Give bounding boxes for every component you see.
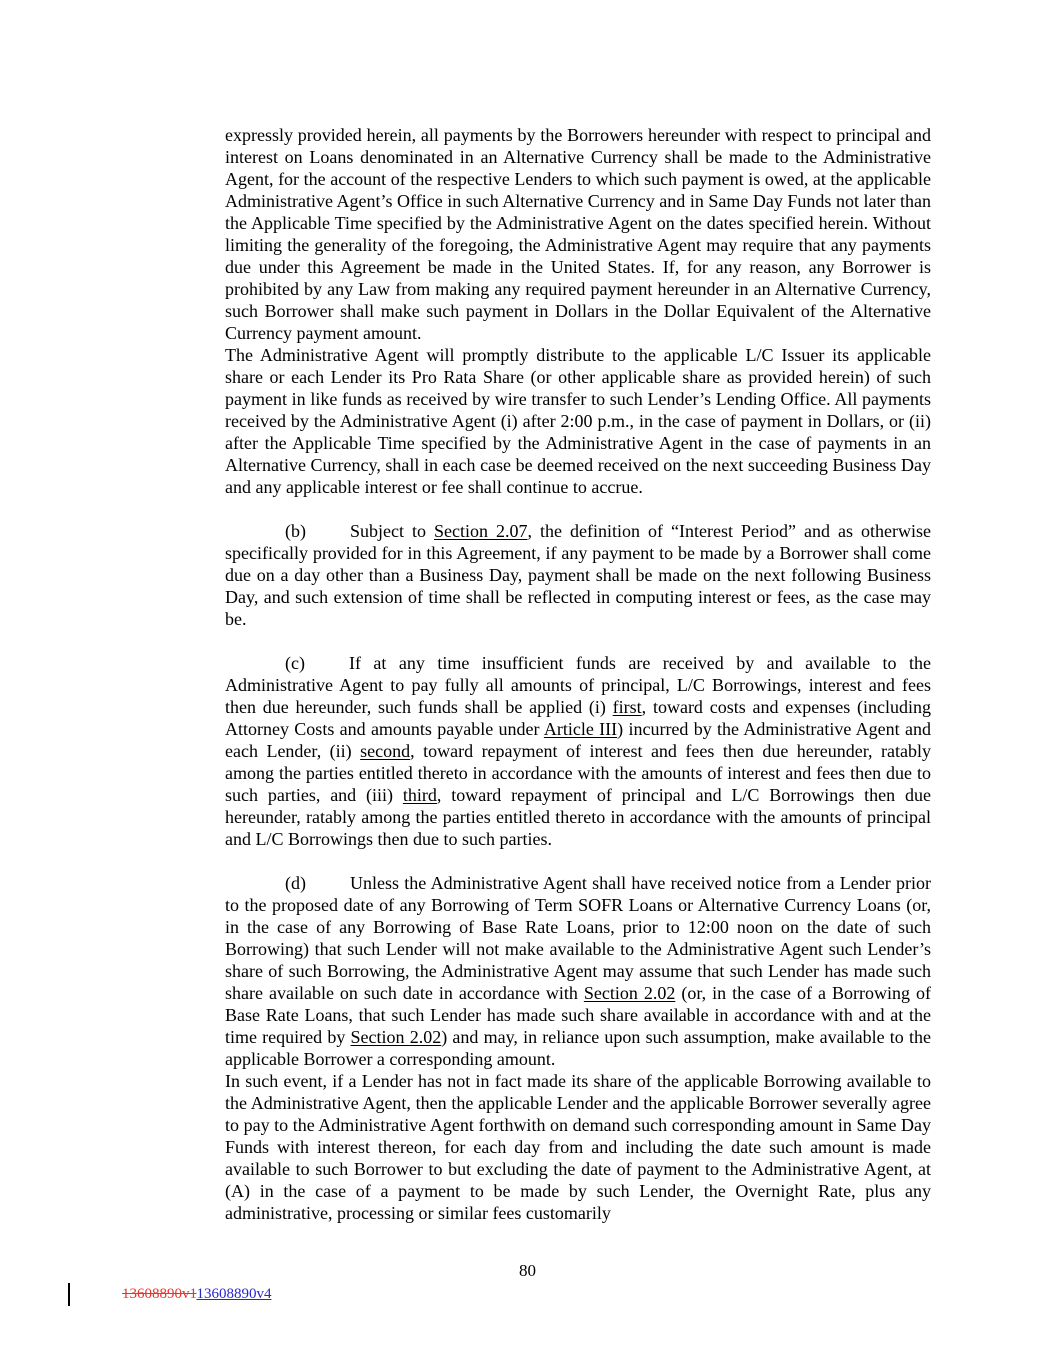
revision-inserted: 13608890v4: [196, 1286, 272, 1302]
paragraph: [225, 872, 931, 1070]
paragraph: [225, 520, 931, 630]
text-run: (or, in the case of a Borrowing of Base Rate Loans, that such Lender has made such share available in accordance with and at the time required by: [225, 983, 932, 1047]
underlined-reference: second: [360, 741, 411, 761]
text-run: , toward repayment of principal and L/C Borrowings then due hereunder, ratably among the parties entitled thereto in accordance with the amounts of principal and L/C Borrowings then due to such parties.: [225, 785, 931, 849]
change-bar-icon: [68, 1283, 70, 1306]
document-body: [225, 124, 931, 1224]
underlined-reference: Article III: [543, 719, 618, 739]
text-run: , toward repayment of interest and fees then due hereunder, ratably among the parties entitled thereto in accordance with the amounts of interest and fees then due to such parties, and (iii): [225, 741, 931, 805]
paragraph: [225, 652, 931, 850]
underlined-reference: third: [402, 785, 437, 805]
underlined-reference: first: [612, 697, 642, 717]
paragraph: [225, 124, 931, 344]
text-run: In such event, if a Lender has not in fact made its share of the applicable Borrowing available to the Administrative Agent, then the applicable Lender and the applicable Borrower severally agree to pay to the Administrative Agent forthwith on demand such corresponding amount in Same Day Funds with interest thereon, for each day from and including the date such amount is made available to such Borrower to but excluding the date of payment to the Administrative Agent, at (A) in the case of a payment to be made by such Lender, the Overnight Rate, plus any administrative, processing or similar fees customarily: [225, 1071, 931, 1223]
paragraph: [225, 344, 931, 498]
text-run: Subject to: [350, 521, 435, 541]
text-run: expressly provided herein, all payments by the Borrowers hereunder with respect to principal and interest on Loans denominated in an Alternative Currency shall be made to the Administrative Agent, for the account of the respective Lenders to which such payment is owed, at the applicable Administrative Agent’s Office in such Alternative Currency and in Same Day Funds not later than the Applicable Time specified by the Administrative Agent on the dates specified herein. Without limiting the generality of the foregoing, the Administrative Agent may require that any payments due under this Agreement be made in the United States. If, for any reason, any Borrower is prohibited by any Law from making any required payment hereunder in an Alternative Currency, such Borrower shall make such payment in Dollars in the Dollar Equivalent of the Alternative Currency payment amount.: [225, 125, 931, 343]
paragraph-label: (b): [285, 521, 306, 541]
text-run: If at any time insufficient funds are received by and available to the Administrative Agent to pay fully all amounts of principal, L/C Borrowings, interest and fees then due hereunder, such funds shall be applied (i): [225, 653, 931, 717]
paragraph-label: (d): [285, 873, 306, 893]
text-run: , the definition of “Interest Period” and as otherwise specifically provided for in this Agreement, if any payment to be made by a Borrower shall come due on a day other than a Business Day, payment shall be made on the next following Business Day, and such extension of time shall be reflected in computing interest or fees, as the case may be.: [225, 521, 931, 629]
underlined-reference: Section 2.02: [350, 1027, 442, 1047]
text-run: , toward costs and expenses (including Attorney Costs and amounts payable under: [225, 697, 931, 739]
text-run: ) incurred by the Administrative Agent and each Lender, (ii): [225, 719, 931, 761]
footer-revisions: [122, 1284, 271, 1304]
paragraph-label: (c): [285, 653, 305, 673]
text-run: The Administrative Agent will promptly distribute to the applicable L/C Issuer its applicable share or each Lender its Pro Rata Share (or other applicable share as provided herein) of such payment in like funds as received by wire transfer to such Lender’s Lending Office. All payments received by the Administrative Agent (i) after 2:00 p.m., in the case of payment in Dollars, or (ii) after the Applicable Time specified by the Administrative Agent in the case of payments in an Alternative Currency, shall in each case be deemed received on the next succeeding Business Day and any applicable interest or fee shall continue to accrue.: [225, 345, 931, 497]
revision-deleted: 13608890v1: [122, 1286, 197, 1302]
underlined-reference: Section 2.02: [583, 983, 676, 1003]
paragraph: [225, 1070, 931, 1224]
text-run: ) and may, in reliance upon such assumption, make available to the applicable Borrower a corresponding amount.: [225, 1027, 931, 1069]
text-run: Unless the Administrative Agent shall have received notice from a Lender prior to the proposed date of any Borrowing of Term SOFR Loans or Alternative Currency Loans (or, in the case of any Borrowing of Base Rate Loans, prior to 12:00 noon on the date of such Borrowing) that such Lender will not make available to the Administrative Agent such Lender’s share of such Borrowing, the Administrative Agent may assume that such Lender has made such share available on such date in accordance with: [225, 873, 931, 1003]
underlined-reference: Section 2.07: [434, 521, 528, 541]
page-number: 80: [519, 1261, 536, 1280]
